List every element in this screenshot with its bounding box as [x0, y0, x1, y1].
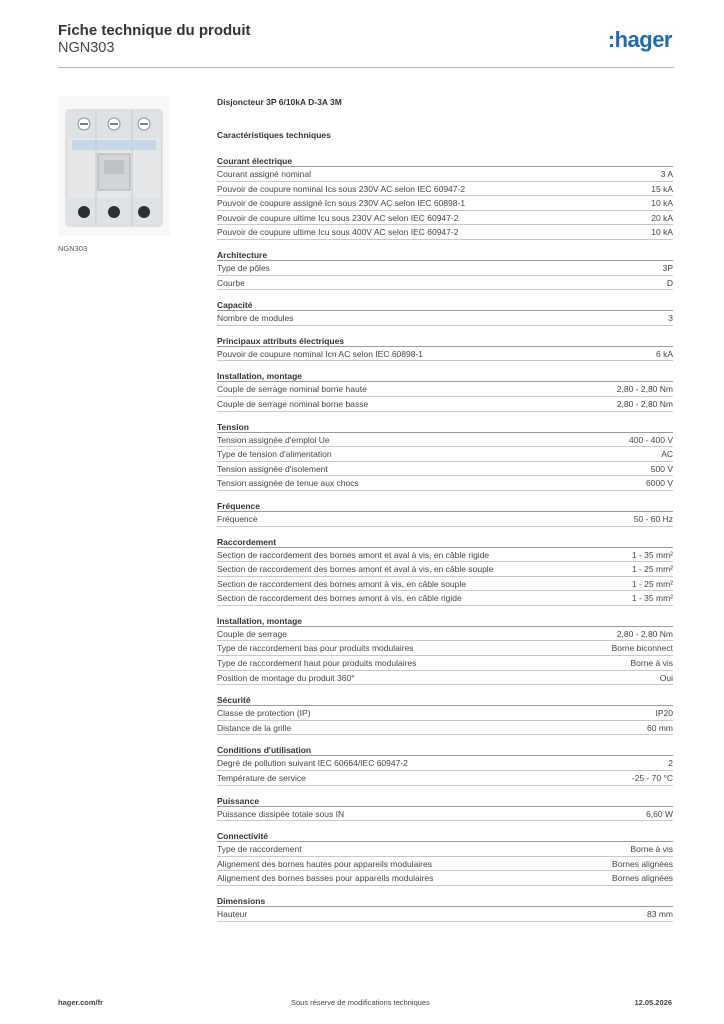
spec-value: IP20 — [655, 708, 673, 719]
page-title: Fiche technique du produit — [58, 22, 251, 39]
spec-label: Section de raccordement des bornes amont à vis, en câble souple — [217, 578, 467, 589]
spec-label: Type de tension d'alimentation — [217, 449, 332, 460]
spec-row — [217, 182, 673, 197]
footer-date: 12.05.2026 — [634, 998, 672, 1007]
section-title: Installation, montage — [217, 616, 673, 627]
header-divider — [58, 67, 674, 68]
spec-value: Borne à vis — [630, 844, 673, 855]
spec-label: Tension assignée d'emploi Ue — [217, 434, 330, 445]
spec-row — [217, 196, 673, 211]
spec-row — [217, 462, 673, 477]
spec-value: 500 V — [650, 463, 673, 474]
spec-section — [217, 616, 673, 685]
spec-value: 83 mm — [647, 909, 673, 919]
spec-label: Tension assignée de tenue aux chocs — [217, 478, 359, 489]
spec-row — [217, 397, 673, 412]
spec-label: Degré de pollution suivant IEC 60664/IEC 60947-2 — [217, 758, 408, 769]
spec-row — [217, 225, 673, 240]
spec-row — [217, 721, 673, 736]
spec-value: 2,80 - 2,80 Nm — [616, 384, 673, 395]
section-title: Connectivité — [217, 831, 673, 842]
spec-label: Fréquence — [217, 513, 258, 524]
spec-section — [217, 796, 673, 822]
spec-value: 6000 V — [646, 478, 673, 489]
spec-section — [217, 156, 673, 240]
spec-row — [217, 577, 673, 592]
spec-value: 20 kA — [651, 212, 673, 223]
spec-label: Type de pôles — [217, 262, 270, 273]
spec-row — [217, 347, 673, 362]
spec-label: Section de raccordement des bornes amont et aval à vis, en câble rigide — [217, 549, 490, 560]
spec-label: Section de raccordement des bornes amont à vis, en câble rigide — [217, 593, 462, 604]
spec-row — [217, 706, 673, 721]
spec-value: 6,60 W — [646, 808, 673, 819]
spec-label: Nombre de modules — [217, 313, 294, 324]
page-header — [58, 22, 674, 68]
footer-website[interactable]: hager.com/fr — [58, 998, 104, 1007]
spec-section — [217, 695, 673, 735]
spec-label: Type de raccordement bas pour produits modulaires — [217, 643, 414, 654]
spec-label: Température de service — [217, 773, 306, 784]
spec-label: Courant assigné nominal — [217, 169, 312, 179]
spec-section — [217, 831, 673, 886]
spec-row — [217, 211, 673, 226]
spec-row — [217, 656, 673, 671]
spec-value: 15 kA — [651, 183, 673, 194]
section-title: Conditions d'utilisation — [217, 745, 673, 756]
spec-label: Hauteur — [217, 909, 248, 919]
spec-section — [217, 336, 673, 362]
spec-value: 2,80 - 2,80 Nm — [616, 398, 673, 409]
spec-label: Pouvoir de coupure nominal Icn AC selon IEC 60898-1 — [217, 348, 424, 359]
spec-row — [217, 591, 673, 606]
spec-row — [217, 167, 673, 182]
spec-sections — [217, 156, 673, 922]
section-title: Capacité — [217, 300, 673, 311]
spec-value: 3 — [668, 313, 673, 324]
spec-label: Section de raccordement des bornes amont et aval à vis, en câble souple — [217, 564, 494, 575]
footer-disclaimer: Sous réserve de modifications techniques — [291, 998, 430, 1007]
spec-value: 2 — [668, 758, 673, 769]
spec-content — [217, 97, 673, 932]
section-title: Puissance — [217, 796, 673, 807]
spec-value: 60 mm — [647, 722, 673, 733]
spec-row — [217, 261, 673, 276]
spec-value: 1 - 25 mm² — [631, 578, 673, 589]
spec-row — [217, 562, 673, 577]
spec-row — [217, 871, 673, 886]
spec-section — [217, 501, 673, 527]
spec-label: Pouvoir de coupure ultime Icu sous 230V AC selon IEC 60947-2 — [217, 212, 459, 223]
spec-value: 1 - 25 mm² — [631, 564, 673, 575]
spec-value: 2,80 - 2,80 Nm — [616, 628, 673, 639]
spec-row — [217, 641, 673, 656]
spec-row — [217, 476, 673, 491]
spec-label: Distance de la grille — [217, 722, 292, 733]
spec-value: -25 - 70 °C — [631, 773, 673, 784]
spec-label: Alignement des bornes hautes pour appareils modulaires — [217, 858, 432, 869]
spec-row — [217, 842, 673, 857]
spec-value: 10 kA — [651, 227, 673, 238]
spec-section — [217, 896, 673, 922]
spec-row — [217, 627, 673, 642]
spec-label: Type de raccordement — [217, 844, 302, 855]
spec-row — [217, 907, 673, 922]
section-title: Fréquence — [217, 501, 673, 512]
spec-section — [217, 371, 673, 411]
spec-section — [217, 250, 673, 290]
spec-label: Puissance dissipée totale sous IN — [217, 808, 345, 819]
section-title: Architecture — [217, 250, 673, 261]
hager-logo: :hager — [607, 27, 672, 52]
spec-label: Couple de serrage — [217, 628, 287, 639]
product-image — [58, 96, 170, 236]
spec-section — [217, 537, 673, 606]
spec-row — [217, 671, 673, 686]
spec-label: Courbe — [217, 277, 245, 288]
spec-row — [217, 433, 673, 448]
spec-value: 50 - 60 Hz — [633, 513, 673, 524]
spec-value: Oui — [659, 672, 673, 683]
section-title: Courant électrique — [217, 156, 673, 167]
section-title: Installation, montage — [217, 371, 673, 382]
spec-label: Tension assignée d'isolement — [217, 463, 328, 474]
section-title: Tension — [217, 422, 673, 433]
spec-label: Pouvoir de coupure ultime Icu sous 400V AC selon IEC 60947-2 — [217, 227, 459, 238]
spec-section — [217, 300, 673, 326]
photo-caption: NGN303 — [58, 244, 88, 253]
product-code: NGN303 — [58, 40, 115, 56]
spec-row — [217, 512, 673, 527]
spec-row — [217, 382, 673, 397]
spec-value: 1 - 35 mm² — [631, 549, 673, 560]
spec-label: Alignement des bornes basses pour appareils modulaires — [217, 873, 434, 884]
section-title: Principaux attributs électriques — [217, 336, 673, 347]
spec-label: Couple de serrage nominal borne basse — [217, 398, 369, 409]
spec-value: 1 - 35 mm² — [631, 593, 673, 604]
spec-value: Borne à vis — [630, 658, 673, 669]
spec-label: Classe de protection (IP) — [217, 708, 311, 719]
section-title: Dimensions — [217, 896, 673, 907]
spec-label: Pouvoir de coupure nominal Ics sous 230V AC selon IEC 60947-2 — [217, 183, 466, 194]
spec-value: AC — [661, 449, 673, 460]
spec-value: 3P — [662, 262, 673, 273]
spec-section — [217, 422, 673, 491]
spec-value: Bornes alignées — [612, 873, 673, 884]
section-title: Sécurité — [217, 695, 673, 706]
spec-value: 400 - 400 V — [629, 434, 673, 445]
spec-value: D — [666, 277, 673, 288]
spec-value: Bornes alignées — [612, 858, 673, 869]
spec-row — [217, 771, 673, 786]
spec-row — [217, 756, 673, 771]
spec-row — [217, 276, 673, 291]
spec-value: 10 kA — [651, 198, 673, 209]
product-name: Disjoncteur 3P 6/10kA D-3A 3M — [217, 97, 342, 107]
spec-row — [217, 311, 673, 326]
spec-row — [217, 548, 673, 563]
spec-label: Couple de serrage nominal borne haute — [217, 384, 367, 395]
circuit-breaker-illustration — [58, 96, 170, 236]
spec-section — [217, 745, 673, 785]
tech-heading: Caractéristiques techniques — [217, 130, 331, 140]
spec-label: Pouvoir de coupure assigné Icn sous 230V AC selon IEC 60898-1 — [217, 198, 466, 209]
section-title: Raccordement — [217, 537, 673, 548]
spec-row — [217, 857, 673, 872]
spec-row — [217, 807, 673, 822]
spec-label: Position de montage du produit 360° — [217, 672, 355, 683]
spec-value: Borne biconnect — [611, 643, 673, 654]
spec-row — [217, 447, 673, 462]
spec-value: 6 kA — [655, 348, 673, 359]
spec-value: 3 A — [660, 169, 673, 179]
spec-label: Type de raccordement haut pour produits modulaires — [217, 658, 417, 669]
